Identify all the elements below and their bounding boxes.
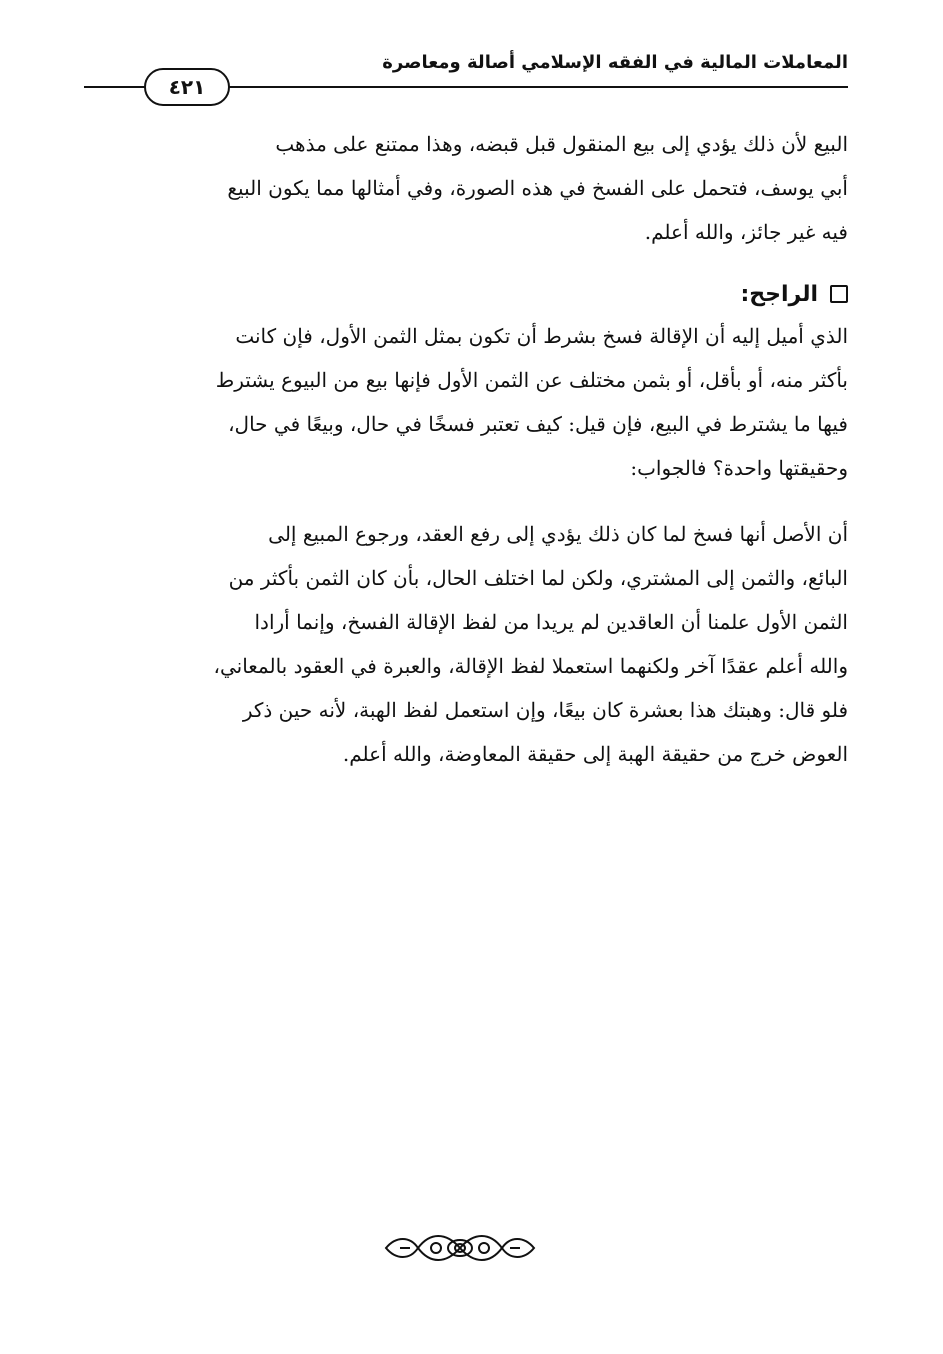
text-line: فيه غير جائز، والله أعلم. <box>644 220 848 244</box>
text-line: وحقيقتها واحدة؟ فالجواب: <box>630 456 848 480</box>
text-line: بأكثر منه، أو بأقل، أو بثمن مختلف عن الثمن الأول فإنها بيع من البيوع يشترط <box>215 368 848 392</box>
text-line: فيها ما يشترط في البيع، فإن قيل: كيف تعتبر فسخًا في حال، وبيعًا في حال، <box>228 412 848 436</box>
paragraph-3 <box>78 522 848 786</box>
paragraph-1 <box>78 132 848 264</box>
text-line: العوض خرج من حقيقة الهبة إلى حقيقة المعاوضة، والله أعلم. <box>342 742 848 766</box>
text-line: البيع لأن ذلك يؤدي إلى بيع المنقول قبل قبضه، وهذا ممتنع على مذهب <box>275 132 848 156</box>
paragraph-2 <box>78 324 848 500</box>
text-line: الثمن الأول علمنا أن العاقدين لم يريدا من لفظ الإقالة الفسخ، وإنما أرادا <box>254 610 848 634</box>
section-heading-label: الراجح: <box>740 281 818 307</box>
paragraph-gap <box>78 500 848 522</box>
text-line: أبي يوسف، فتحمل على الفسخ في هذه الصورة، وفي أمثالها مما يكون البيع <box>227 176 848 200</box>
text-line: فلو قال: وهبتك هذا بعشرة كان بيعًا، وإن استعمل لفظ الهبة، لأنه حين ذكر <box>242 698 848 722</box>
page-body <box>78 132 848 786</box>
text-line: البائع، والثمن إلى المشتري، ولكن لما اختلف الحال، بأن كان الثمن بأكثر من <box>228 566 848 590</box>
text-line: أن الأصل أنها فسخ لما كان ذلك يؤدي إلى رفع العقد، ورجوع المبيع إلى <box>268 522 848 546</box>
running-header <box>84 46 848 102</box>
page-number: ٤٢١ <box>144 68 230 106</box>
section-heading <box>78 264 848 324</box>
ornament-icon <box>380 1228 540 1268</box>
square-bullet-icon <box>830 285 848 303</box>
book-title: المعاملات المالية في الفقه الإسلامي أصالة ومعاصرة <box>382 52 848 73</box>
text-line: والله أعلم عقدًا آخر ولكنهما استعملا لفظ الإقالة، والعبرة في العقود بالمعاني، <box>213 654 848 678</box>
text-line: الذي أميل إليه أن الإقالة فسخ بشرط أن تكون بمثل الثمن الأول، فإن كانت <box>235 324 848 348</box>
